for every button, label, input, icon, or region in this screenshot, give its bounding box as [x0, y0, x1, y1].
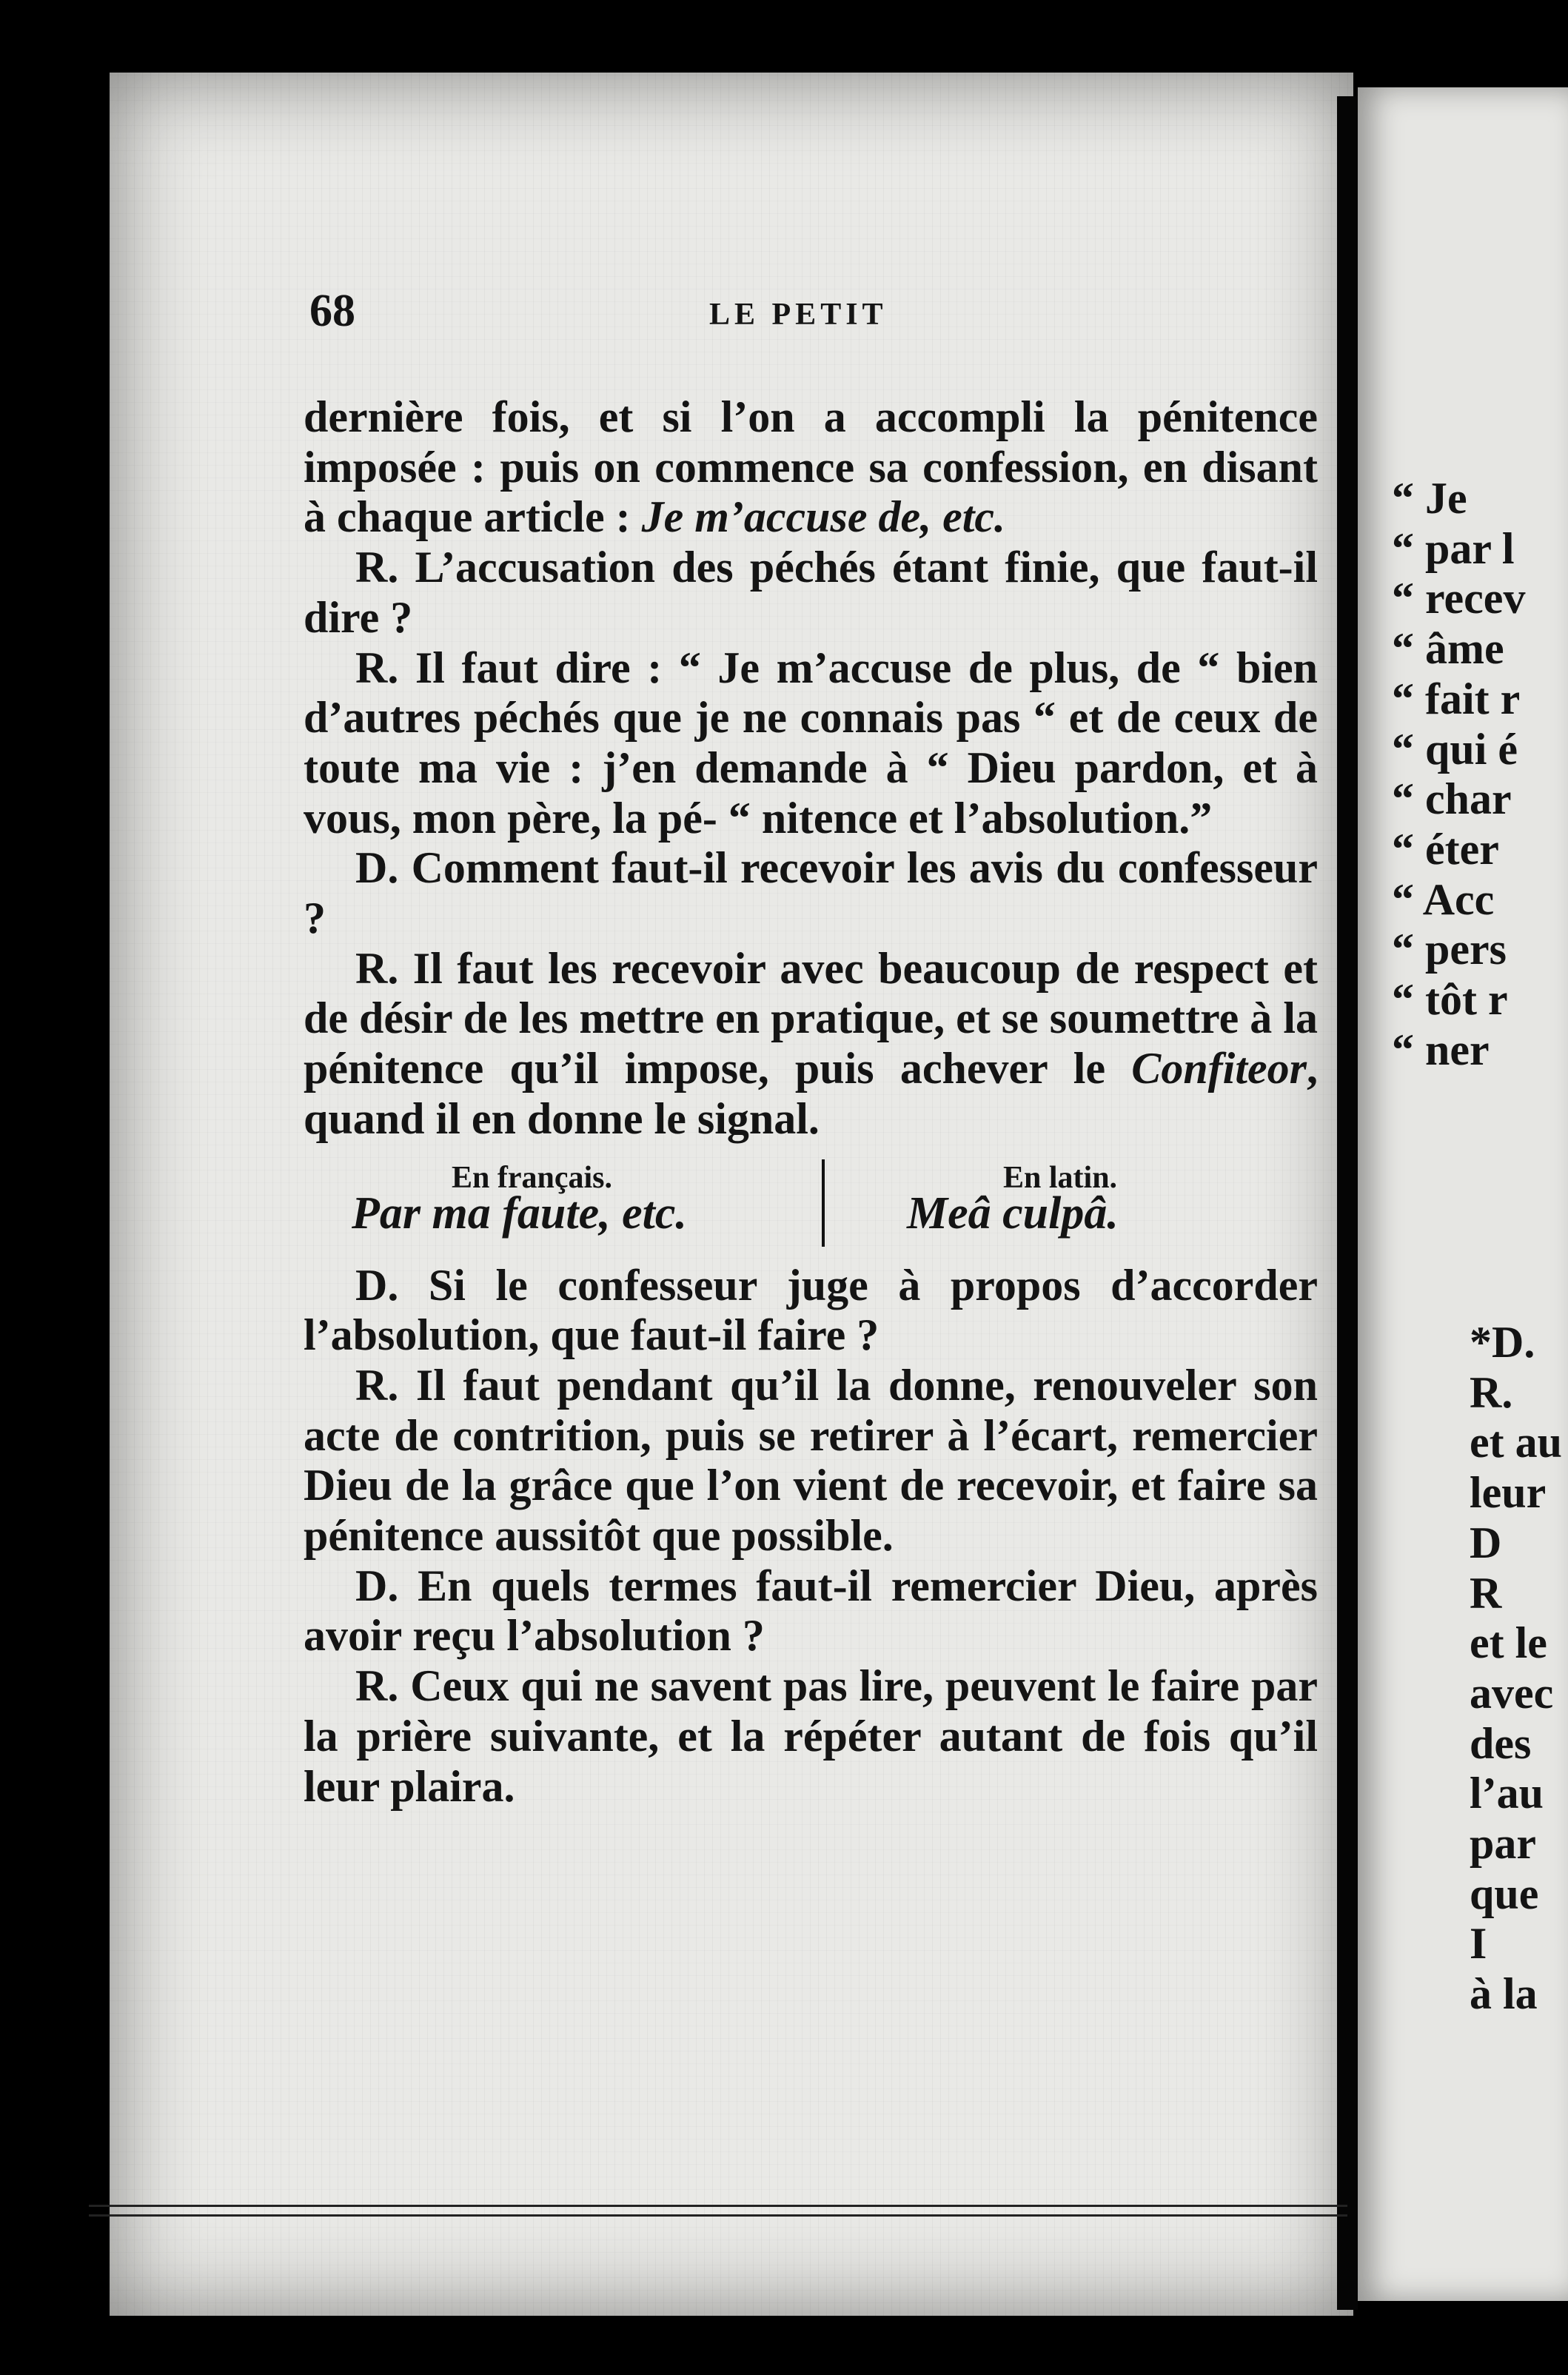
- right-page-line: D: [1470, 1518, 1502, 1567]
- column-heading-latin: En latin.: [1003, 1160, 1118, 1195]
- paragraph-text: dernière fois, et si l’on a accompli la pénitence imposée : puis on commence sa confession, en disant à chaque article :: [304, 392, 1318, 542]
- footer-rule: [89, 2205, 1347, 2217]
- right-page-line: “ recev: [1392, 574, 1526, 623]
- page-header: [0, 285, 1568, 337]
- paragraph-text: , quand il en donne le signal.: [304, 1044, 1318, 1143]
- running-title: LE PETIT: [709, 298, 888, 332]
- emphasis-text: Confiteor: [1131, 1044, 1307, 1093]
- paragraph-text: R. Il faut les recevoir avec beaucoup de respect et de désir de les mettre en pratique, et se soumettre à la pénitence qu’il impose, puis achever le: [304, 943, 1318, 1093]
- page-body: [304, 392, 1318, 1812]
- right-page-line: “ char: [1392, 774, 1512, 824]
- right-page-line: et le: [1470, 1618, 1547, 1668]
- right-page-line: “ âme: [1392, 624, 1504, 674]
- right-page-line: des: [1470, 1718, 1532, 1768]
- right-page-line: *D.: [1470, 1318, 1535, 1367]
- right-page-line: R.: [1470, 1367, 1513, 1417]
- paragraph: [304, 944, 1318, 1145]
- two-column-block: [304, 1153, 1318, 1253]
- paragraph: R. Il faut pendant qu’il la donne, renouveler son acte de contrition, puis se retirer à l’écart, remercier Dieu de la grâce que l’on vient de recevoir, et faire sa pénitence aussitôt que possible.: [304, 1360, 1318, 1561]
- paragraph: D. Si le confesseur juge à propos d’accorder l’absolution, que faut-il faire ?: [304, 1260, 1318, 1360]
- paragraph: D. En quels termes faut-il remercier Dieu, après avoir reçu l’absolution ?: [304, 1561, 1318, 1661]
- right-page-line: “ pers: [1392, 925, 1507, 974]
- column-divider: [822, 1159, 825, 1247]
- column-text-french: Par ma faute, etc.: [352, 1188, 687, 1239]
- emphasis-text: Je m’accuse de, etc.: [641, 492, 1006, 542]
- right-page-line: I: [1470, 1919, 1487, 1969]
- right-page-text-bottom: [1470, 1318, 1568, 2020]
- right-page-line: et au: [1470, 1418, 1562, 1467]
- right-page-line: leur: [1470, 1468, 1547, 1518]
- page-number: 68: [309, 286, 355, 336]
- right-page-line: “ ner: [1392, 1025, 1490, 1074]
- paragraph: D. Comment faut-il recevoir les avis du confesseur ?: [304, 843, 1318, 943]
- right-page-line: “ fait r: [1392, 674, 1521, 723]
- paragraph: R. L’accusation des péchés étant finie, que faut-il dire ?: [304, 543, 1318, 642]
- column-text-latin: Meâ culpâ.: [907, 1188, 1119, 1239]
- right-page-line: que: [1470, 1869, 1539, 1918]
- column-heading-french: En français.: [452, 1160, 613, 1195]
- right-page-line: “ Acc: [1392, 874, 1495, 924]
- paragraph: R. Il faut dire : “ Je m’accuse de plus, de “ bien d’autres péchés que je ne connais pas “ et de ceux de toute ma vie : j’en demande à “ Dieu pardon, et à vous, mon père, la pé- “ nitence et l’absolution.”: [304, 643, 1318, 843]
- paragraph: R. Ceux qui ne savent pas lire, peuvent le faire par la prière suivante, et la répéter autant de fois qu’il leur plaira.: [304, 1661, 1318, 1811]
- right-page-line: l’au: [1470, 1769, 1544, 1818]
- right-page-text-top: [1392, 474, 1568, 1075]
- right-page-line: “ éter: [1392, 824, 1499, 874]
- right-page-line: “ tôt r: [1392, 975, 1508, 1025]
- paragraph: [304, 392, 1318, 543]
- right-page-line: “ par l: [1392, 523, 1515, 573]
- right-page-line: par: [1470, 1819, 1536, 1869]
- right-page-line: R: [1470, 1568, 1502, 1618]
- book-gutter: [1337, 96, 1358, 2310]
- right-page-line: à la: [1470, 1969, 1538, 2019]
- right-page-line: “ qui é: [1392, 724, 1518, 774]
- right-page-line: avec: [1470, 1668, 1554, 1718]
- right-page-line: “ Je: [1392, 474, 1467, 523]
